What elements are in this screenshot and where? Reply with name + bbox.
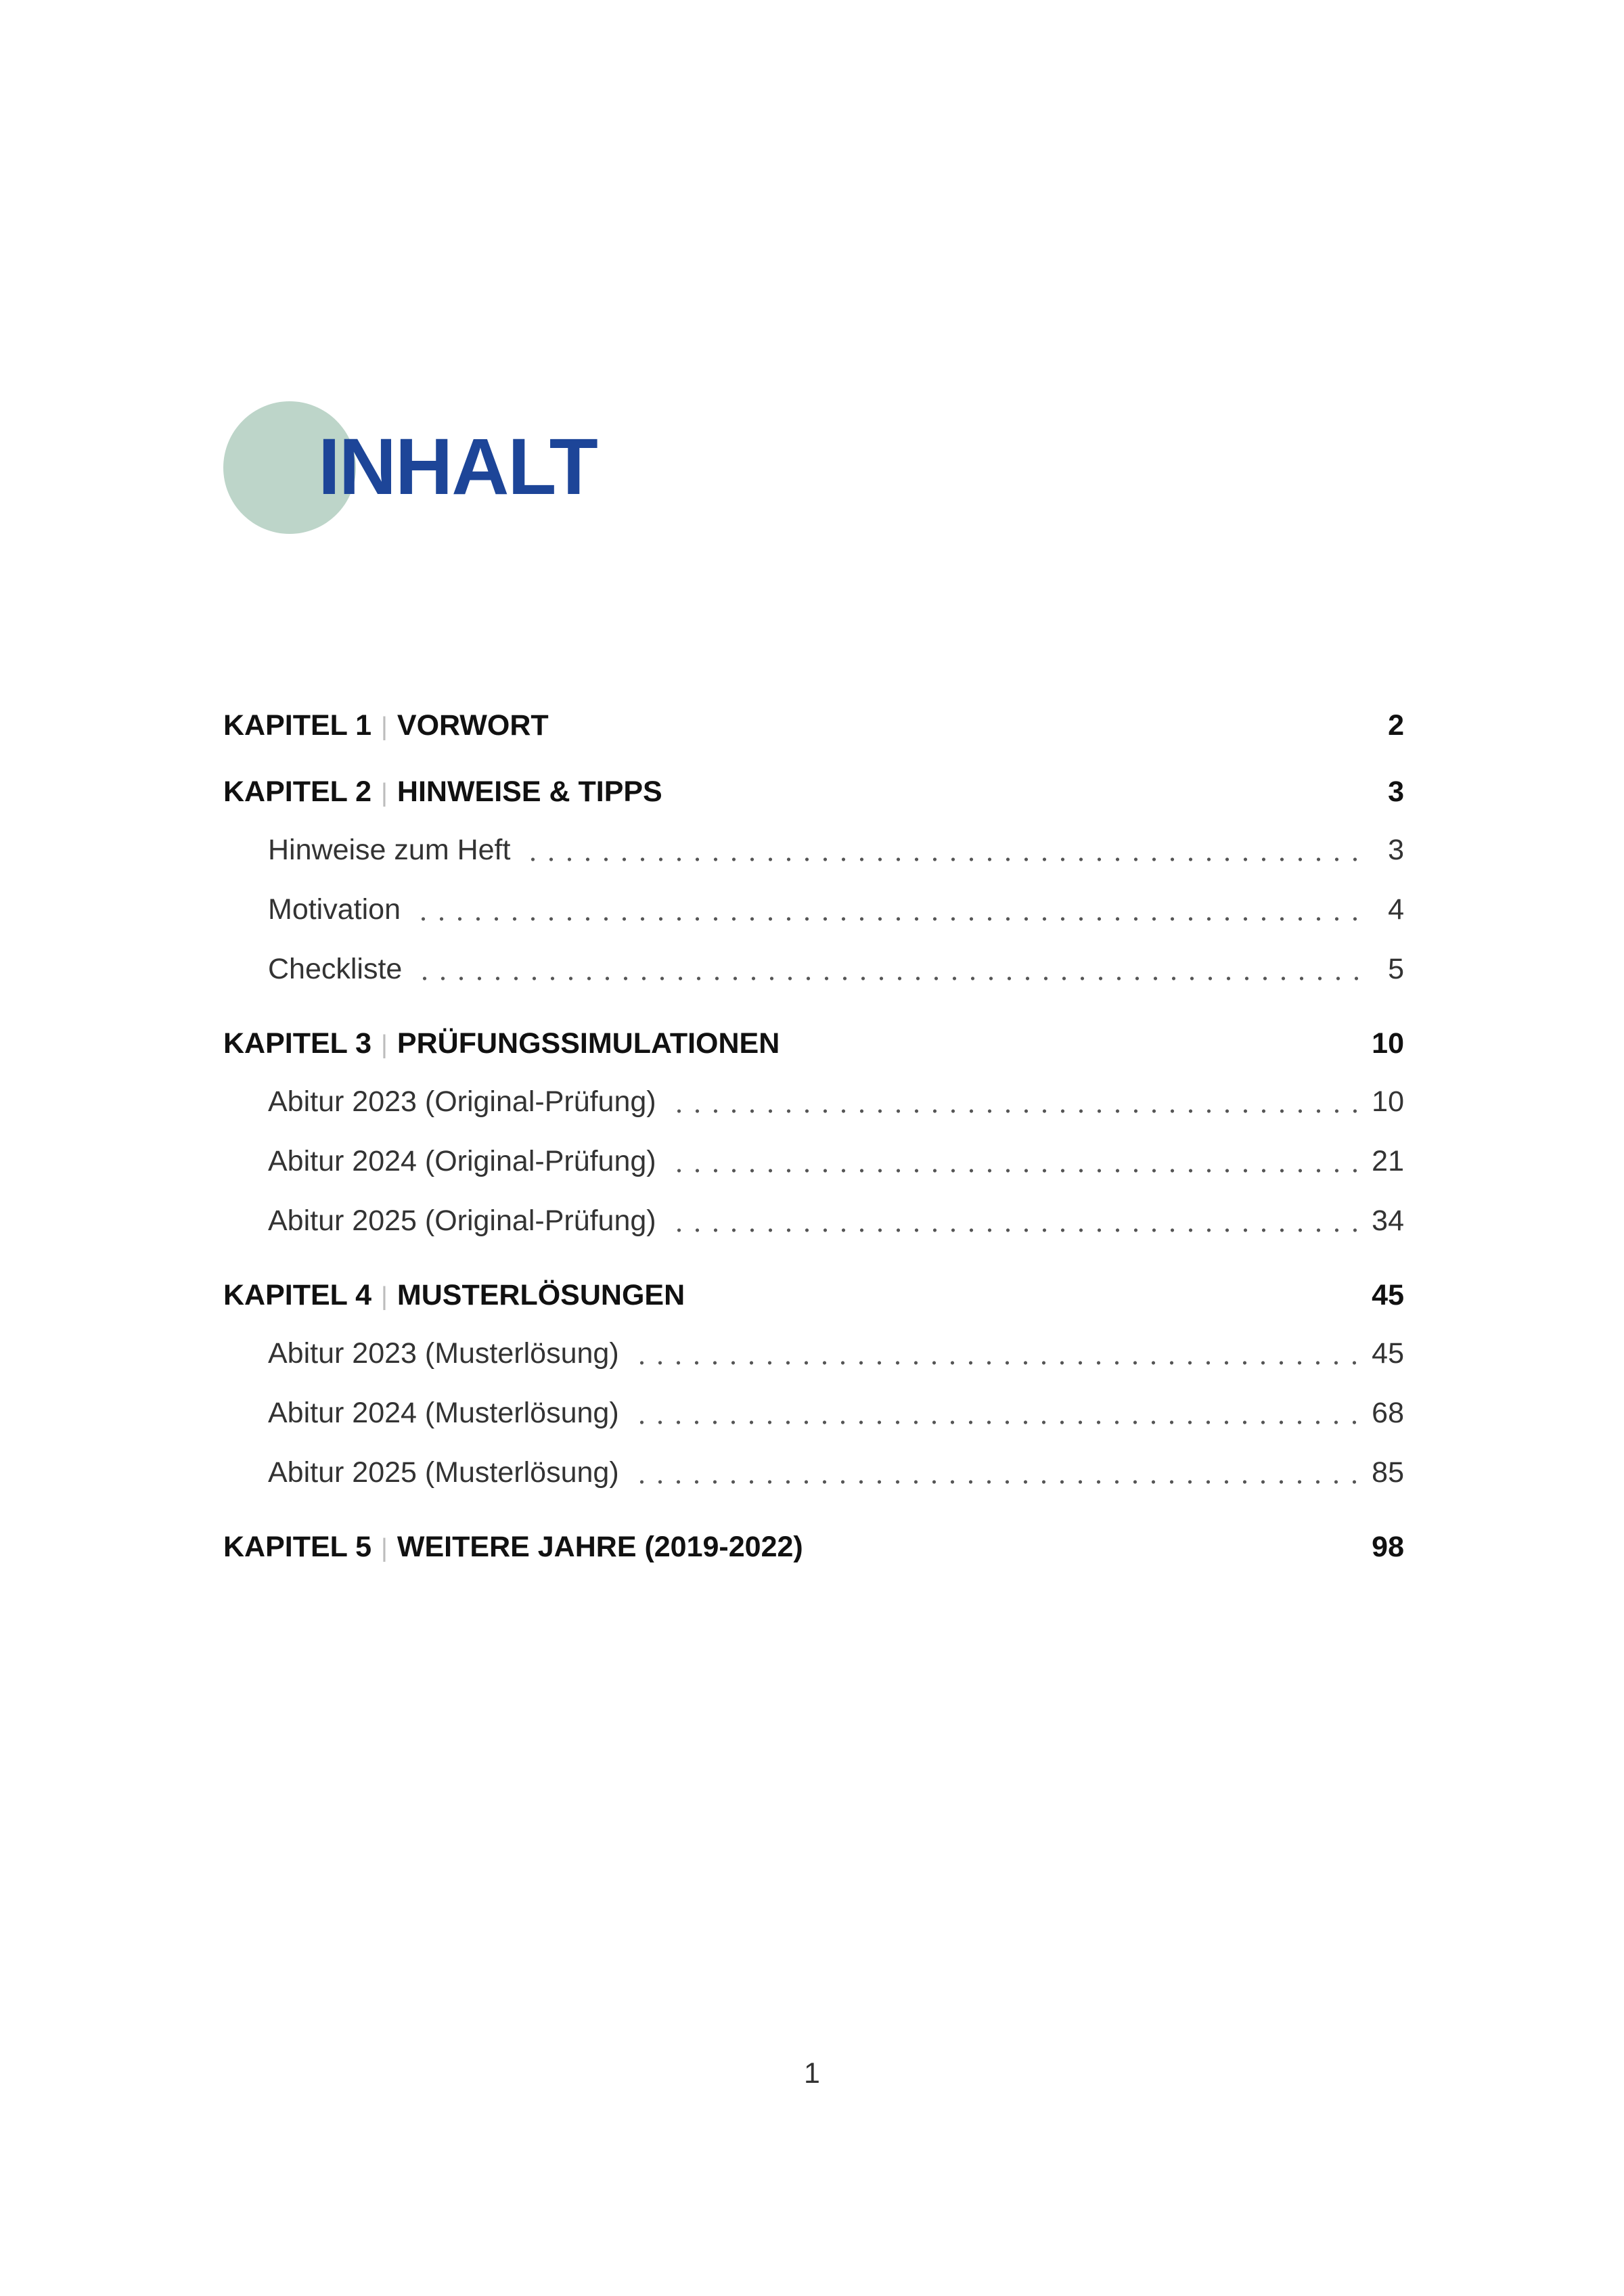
heading-area xyxy=(0,0,1624,609)
chapter-page-number: 2 xyxy=(1388,709,1404,742)
dot-leader xyxy=(633,1479,1357,1485)
entry-page-number: 21 xyxy=(1372,1145,1404,1177)
entry-page-number: 45 xyxy=(1372,1337,1404,1370)
chapter-separator: | xyxy=(381,713,388,741)
entry-page-number: 34 xyxy=(1372,1205,1404,1237)
chapter-page-number: 3 xyxy=(1388,775,1404,808)
chapter-name: VORWORT xyxy=(397,709,549,742)
entry-page-number: 10 xyxy=(1372,1085,1404,1118)
chapter-entries xyxy=(223,1072,1404,1251)
page-title: INHALT xyxy=(318,422,597,512)
toc-entry[interactable] xyxy=(223,1443,1404,1502)
toc-chapter xyxy=(223,704,1404,747)
dot-leader xyxy=(524,856,1358,863)
toc-chapter xyxy=(223,770,1404,999)
entry-page-number: 3 xyxy=(1388,834,1404,866)
toc-entry[interactable] xyxy=(223,939,1404,999)
entry-page-number: 4 xyxy=(1388,893,1404,926)
toc-entry[interactable] xyxy=(223,1191,1404,1251)
toc-entry[interactable] xyxy=(223,1324,1404,1383)
chapter-name: PRÜFUNGSSIMULATIONEN xyxy=(397,1027,780,1060)
chapter-heading-row[interactable] xyxy=(223,704,1404,747)
entry-page-number: 68 xyxy=(1372,1397,1404,1429)
chapter-separator: | xyxy=(381,1282,388,1311)
chapter-name: HINWEISE & TIPPS xyxy=(397,775,662,808)
chapter-heading-row[interactable] xyxy=(223,1525,1404,1569)
dot-leader xyxy=(633,1359,1357,1366)
chapter-label: KAPITEL 1 xyxy=(223,709,372,742)
chapter-separator: | xyxy=(381,779,388,807)
chapter-label: KAPITEL 5 xyxy=(223,1531,372,1563)
chapter-name: MUSTERLÖSUNGEN xyxy=(397,1279,685,1311)
chapter-label: KAPITEL 4 xyxy=(223,1279,372,1311)
chapter-label: KAPITEL 2 xyxy=(223,775,372,808)
chapter-page-number: 98 xyxy=(1372,1531,1404,1563)
chapter-entries xyxy=(223,820,1404,999)
toc-chapter xyxy=(223,1022,1404,1251)
table-of-contents xyxy=(223,704,1404,1592)
entry-title: Abitur 2025 (Original-Prüfung) xyxy=(268,1205,656,1237)
entry-title: Hinweise zum Heft xyxy=(268,834,511,866)
chapter-page-number: 10 xyxy=(1372,1027,1404,1060)
dot-leader xyxy=(633,1419,1357,1426)
entry-title: Abitur 2024 (Original-Prüfung) xyxy=(268,1145,656,1177)
chapter-separator: | xyxy=(381,1534,388,1562)
page-number: 1 xyxy=(804,2057,820,2090)
chapter-name: WEITERE JAHRE (2019-2022) xyxy=(397,1531,803,1563)
toc-entry[interactable] xyxy=(223,1383,1404,1443)
entry-title: Abitur 2023 (Original-Prüfung) xyxy=(268,1085,656,1118)
chapter-label: KAPITEL 3 xyxy=(223,1027,372,1060)
toc-entry[interactable] xyxy=(223,1072,1404,1131)
dot-leader xyxy=(670,1167,1357,1174)
toc-entry[interactable] xyxy=(223,880,1404,939)
entry-title: Abitur 2025 (Musterlösung) xyxy=(268,1456,619,1489)
chapter-entries xyxy=(223,1324,1404,1502)
dot-leader xyxy=(415,975,1358,982)
chapter-heading-row[interactable] xyxy=(223,770,1404,813)
chapter-heading-row[interactable] xyxy=(223,1274,1404,1317)
entry-title: Motivation xyxy=(268,893,401,926)
chapter-heading-row[interactable] xyxy=(223,1022,1404,1065)
entry-page-number: 85 xyxy=(1372,1456,1404,1489)
toc-chapter xyxy=(223,1274,1404,1502)
chapter-page-number: 45 xyxy=(1372,1279,1404,1311)
dot-leader xyxy=(670,1108,1357,1115)
entry-title: Abitur 2024 (Musterlösung) xyxy=(268,1397,619,1429)
entry-title: Abitur 2023 (Musterlösung) xyxy=(268,1337,619,1370)
entry-page-number: 5 xyxy=(1388,953,1404,985)
entry-title: Checkliste xyxy=(268,953,403,985)
toc-entry[interactable] xyxy=(223,820,1404,880)
toc-chapter xyxy=(223,1525,1404,1569)
chapter-separator: | xyxy=(381,1031,388,1059)
dot-leader xyxy=(414,916,1358,922)
toc-entry[interactable] xyxy=(223,1131,1404,1191)
dot-leader xyxy=(670,1227,1357,1234)
